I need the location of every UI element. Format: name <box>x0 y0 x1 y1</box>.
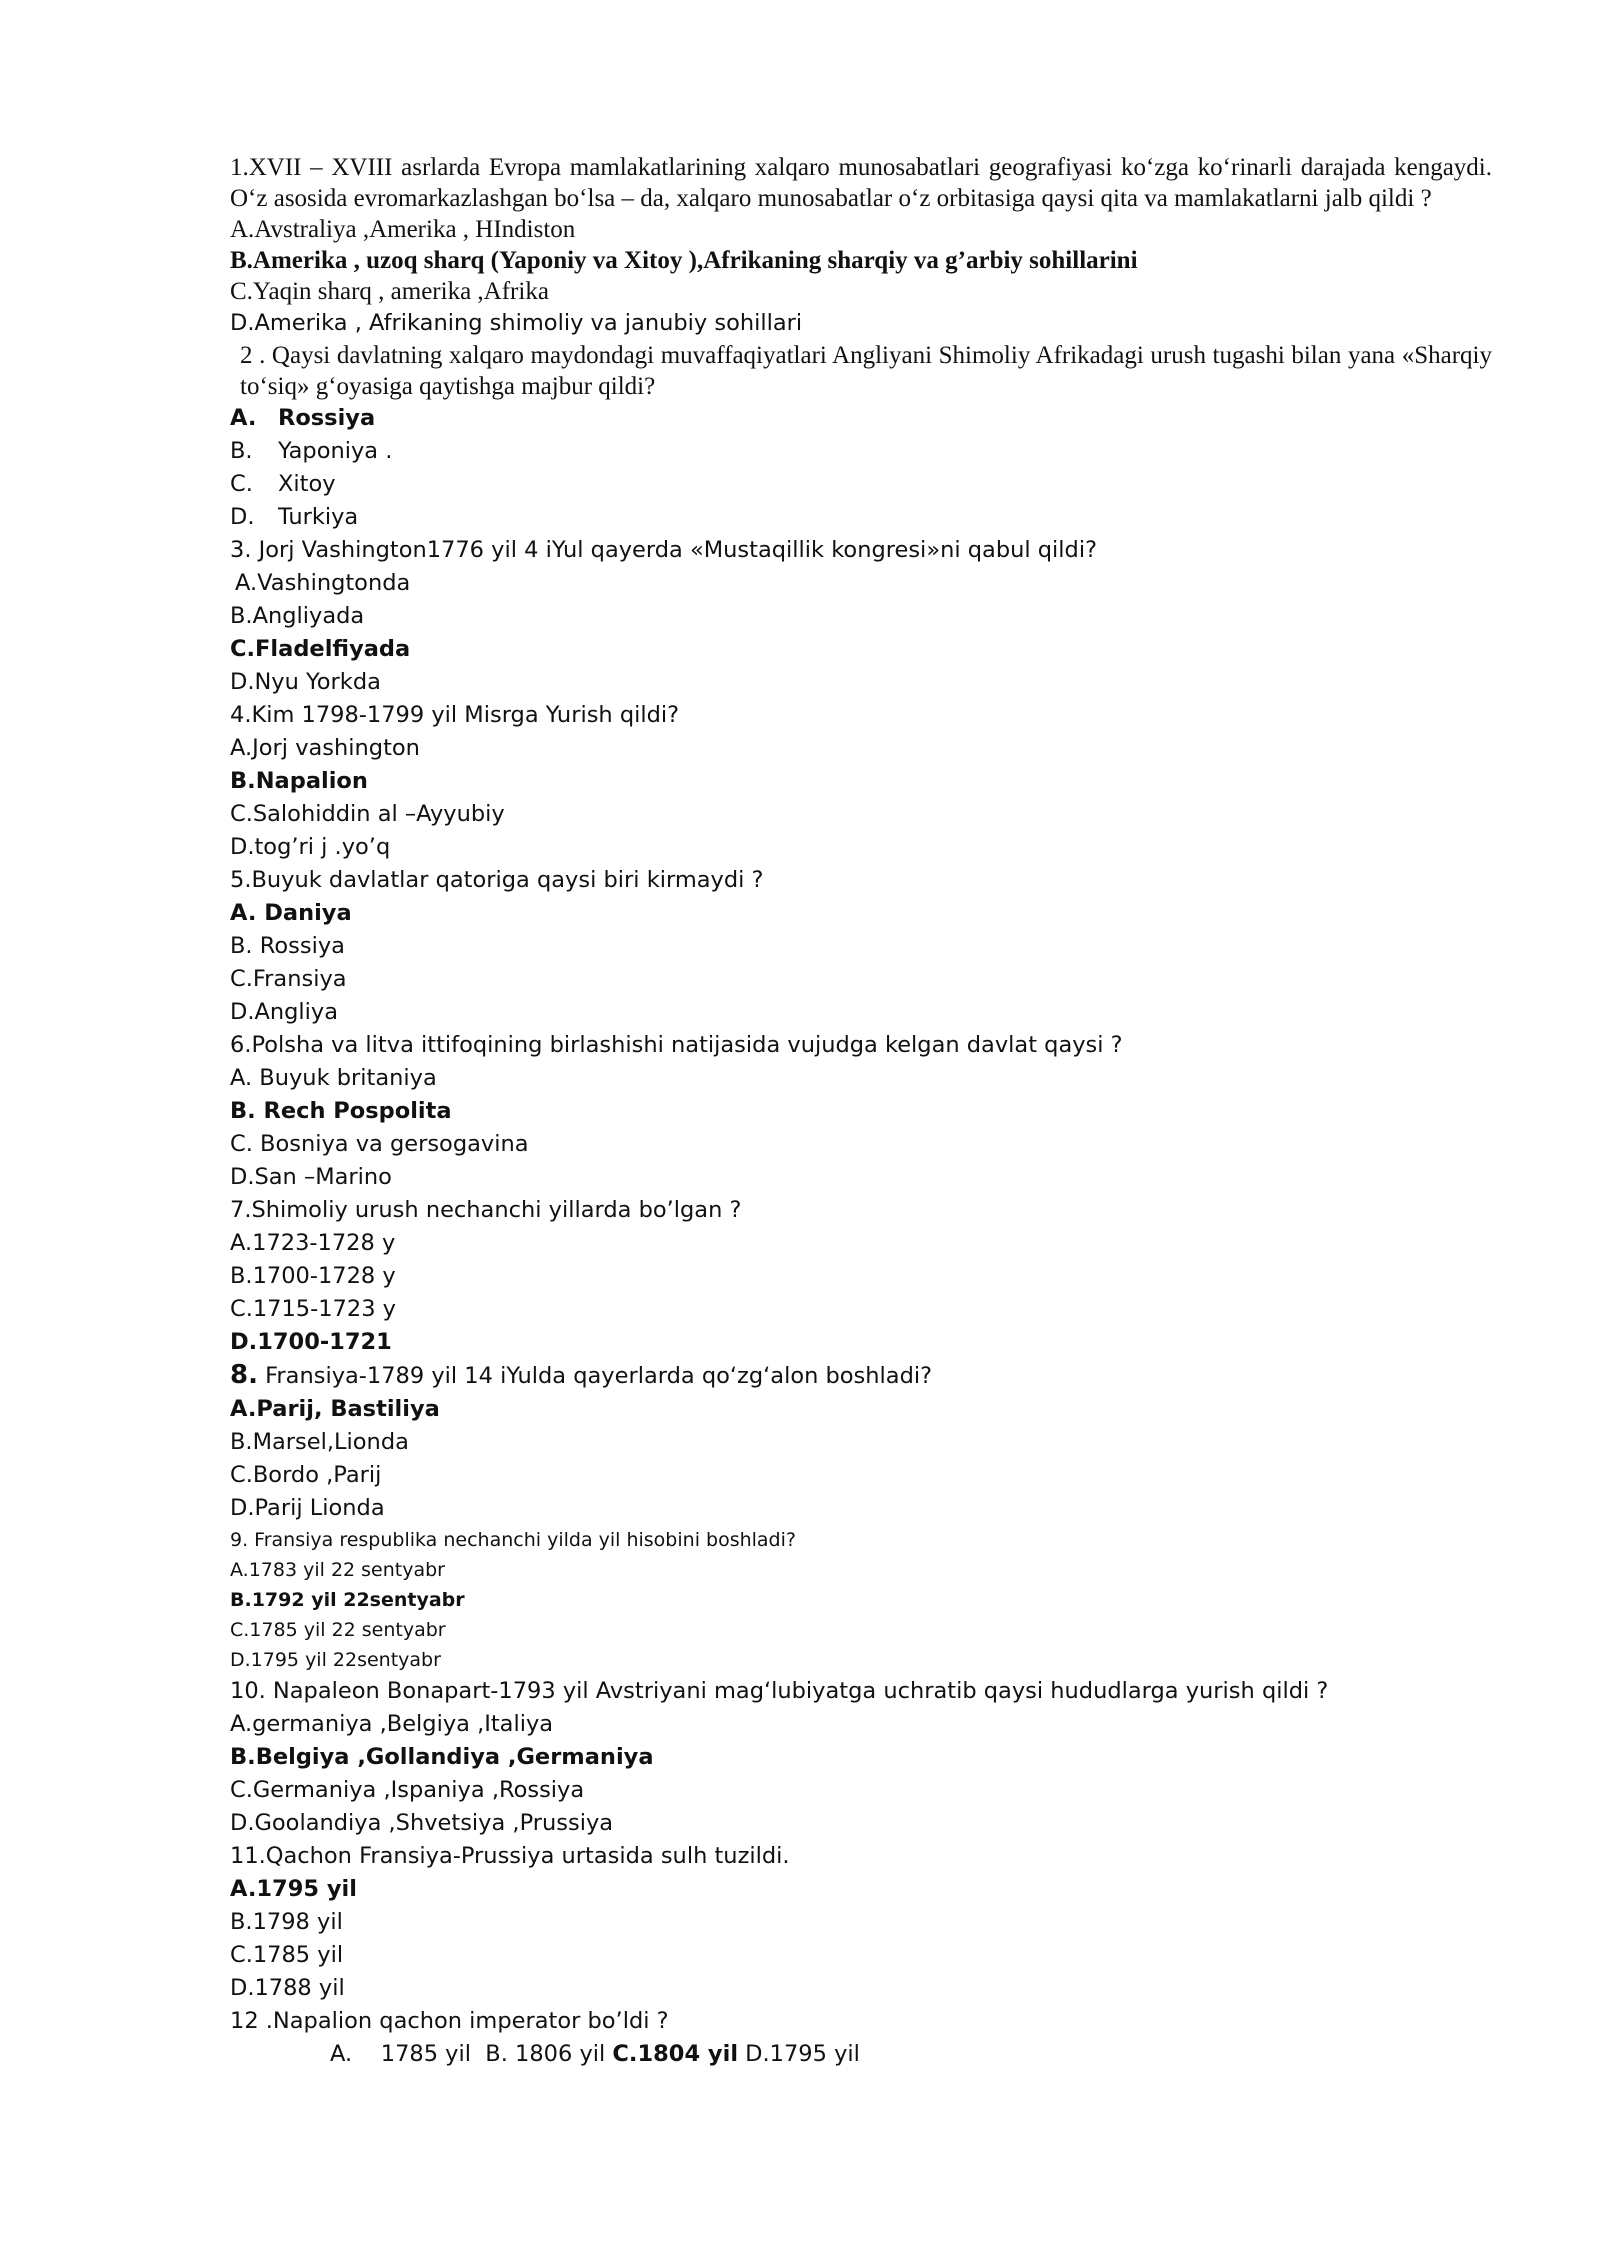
question-8-body: Fransiya-1789 yil 14 iYulda qayerlarda qo‘zg‘alon boshladi? <box>265 1363 933 1389</box>
question-6-option-d: D.San –Marino <box>230 1164 392 1190</box>
question-3-option-c-answer: C.Fladelfiyada <box>230 636 411 662</box>
question-1-option-c: C.Yaqin sharq , amerika ,Afrika <box>230 278 549 305</box>
question-10-option-c: C.Germaniya ,Ispaniya ,Rossiya <box>230 1777 585 1803</box>
option-letter: D. <box>230 504 255 530</box>
question-8-option-c: C.Bordo ,Parij <box>230 1462 382 1488</box>
question-9-option-b-answer: B.1792 yil 22sentyabr <box>230 1589 465 1611</box>
question-11-option-d: D.1788 yil <box>230 1975 345 2001</box>
question-3-text: 3. Jorj Vashington1776 yil 4 iYul qayerda «Mustaqillik kongresi»ni qabul qildi? <box>230 537 1098 563</box>
question-3-option-a: A.Vashingtonda <box>235 570 411 596</box>
question-3-option-d: D.Nyu Yorkda <box>230 669 381 695</box>
question-4-option-d: D.tog’ri j .yo’q <box>230 834 391 860</box>
option-letter: B. <box>230 438 253 464</box>
test-document <box>230 152 1492 2071</box>
question-12-options <box>230 2038 1492 2071</box>
option-letter: A. <box>230 405 257 431</box>
question-1-option-b-answer: B.Amerika , uzoq sharq (Yaponiy va Xitoy ),Afrikaning sharqiy va g’arbiy sohillarini <box>230 247 1138 274</box>
question-7-option-a: A.1723-1728 y <box>230 1230 396 1256</box>
question-6-option-b-answer: B. Rech Pospolita <box>230 1098 452 1124</box>
question-7-option-d-answer: D.1700-1721 <box>230 1329 392 1355</box>
question-10-option-b-answer: B.Belgiya ,Gollandiya ,Germaniya <box>230 1744 654 1770</box>
question-8-text <box>230 1359 1492 1393</box>
question-6-option-c: C. Bosniya va gersogavina <box>230 1131 529 1157</box>
question-11-option-b: B.1798 yil <box>230 1909 343 1935</box>
question-5-option-d: D.Angliya <box>230 999 339 1025</box>
question-4-text: 4.Kim 1798-1799 yil Misrga Yurish qildi? <box>230 702 680 728</box>
question-11-option-a-answer: A.1795 yil <box>230 1876 357 1902</box>
question-2-option-c <box>230 468 1492 501</box>
question-8-option-d: D.Parij Lionda <box>230 1495 385 1521</box>
question-6-option-a: A. Buyuk britaniya <box>230 1065 437 1091</box>
question-1-option-a: A.Avstraliya ,Amerika , HIndiston <box>230 216 576 243</box>
question-7-text: 7.Shimoliy urush nechanchi yillarda bo’lgan ? <box>230 1197 742 1223</box>
question-12-option-c-answer: C.1804 yil <box>612 2041 739 2067</box>
question-9-option-c: C.1785 yil 22 sentyabr <box>230 1619 446 1641</box>
question-9-text: 9. Fransiya respublika nechanchi yilda yil hisobini boshladi? <box>230 1529 796 1551</box>
question-9-option-d: D.1795 yil 22sentyabr <box>230 1649 441 1671</box>
option-letter: C. <box>230 471 253 497</box>
question-11-option-c: C.1785 yil <box>230 1942 344 1968</box>
question-7-option-c: C.1715-1723 y <box>230 1296 396 1322</box>
question-4-option-a: A.Jorj vashington <box>230 735 420 761</box>
question-3-option-b: B.Angliyada <box>230 603 365 629</box>
question-12-option-a: A. 1785 yil <box>330 2041 479 2067</box>
question-8-option-a-answer: A.Parij, Bastiliya <box>230 1396 440 1422</box>
question-5-option-c: C.Fransiya <box>230 966 347 992</box>
question-2-option-b <box>230 435 1492 468</box>
question-2-text: 2 . Qaysi davlatning xalqaro maydondagi muvaffaqiyatlari Angliyani Shimoliy Afrikadagi urush tugashi bilan yana «Sharqiy to‘siq» g‘oyasiga qaytishga majbur qildi? <box>240 342 1492 400</box>
question-8-option-b: B.Marsel,Lionda <box>230 1429 409 1455</box>
question-12-text: 12 .Napalion qachon imperator bo’ldi ? <box>230 2008 669 2034</box>
question-4-option-c: C.Salohiddin al –Ayyubiy <box>230 801 505 827</box>
question-8-number: 8. <box>230 1360 258 1390</box>
question-7-option-b: B.1700-1728 y <box>230 1263 396 1289</box>
question-10-text: 10. Napaleon Bonapart-1793 yil Avstriyani mag‘lubiyatga uchratib qaysi hududlarga yurish qildi ? <box>230 1678 1329 1704</box>
question-11-text: 11.Qachon Fransiya-Prussiya urtasida sulh tuzildi. <box>230 1843 790 1869</box>
question-6-text: 6.Polsha va litva ittifoqining birlashishi natijasida vujudga kelgan davlat qaysi ? <box>230 1032 1123 1058</box>
question-2-option-d <box>230 501 1492 534</box>
option-text: Yaponiya . <box>278 438 393 464</box>
option-text: Rossiya <box>278 405 376 431</box>
option-text: Xitoy <box>278 471 336 497</box>
question-4-option-b-answer: B.Napalion <box>230 768 368 794</box>
question-5-option-a-answer: A. Daniya <box>230 900 352 926</box>
option-text: Turkiya <box>278 504 359 530</box>
question-12-option-d: D.1795 yil <box>738 2041 860 2067</box>
question-12-option-b: B. 1806 yil <box>478 2041 613 2067</box>
question-9-option-a: A.1783 yil 22 sentyabr <box>230 1559 445 1581</box>
question-2-option-a-answer <box>230 402 1492 435</box>
question-5-text: 5.Buyuk davlatlar qatoriga qaysi biri kirmaydi ? <box>230 867 764 893</box>
question-1-text: 1.XVII – XVIII asrlarda Evropa mamlakatlarining xalqaro munosabatlari geografiyasi ko‘zga ko‘rinarli darajada kengaydi. O‘z asosida evromarkazlashgan bo‘lsa – da, xalqaro munosabatlar o‘z orbitasiga qaysi qita va mamlakatlarni jalb qildi ? <box>230 154 1492 212</box>
question-5-option-b: B. Rossiya <box>230 933 345 959</box>
question-1-option-d: D.Amerika , Afrikaning shimoliy va janubiy sohillari <box>230 310 803 336</box>
question-10-option-a: A.germaniya ,Belgiya ,Italiya <box>230 1711 554 1737</box>
question-10-option-d: D.Goolandiya ,Shvetsiya ,Prussiya <box>230 1810 614 1836</box>
